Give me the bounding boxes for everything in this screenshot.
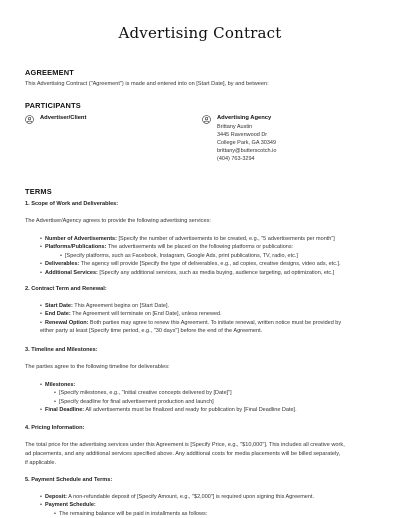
section-3-list <box>40 381 380 415</box>
pricing-line-1: The total price for the advertising services under this Agreement is [Specify Price, e.g., "$10,000"]. This includes all creative work, <box>25 442 345 448</box>
list-item: • [Specify deadline for final advertisement production and launch] <box>54 398 380 406</box>
list-item: • Additional Services: [Specify any additional services, such as media buying, audience targeting, ad optimization, etc.] <box>40 269 380 277</box>
list-item: • Start Date: This Agreement begins on [Start Date]. <box>40 302 385 310</box>
list-item: • Deliverables: The agency will provide [Specify the type of deliverables, e.g., ad copies, creative designs, video ads, etc.]. <box>40 260 380 268</box>
section-3-intro: The parties agree to the following timeline for deliverables: <box>25 364 170 370</box>
section-1-list <box>40 235 380 277</box>
list-item: • The remaining balance will be paid in installments as follows: <box>54 510 380 518</box>
pricing-line-2: ad placements, and any additional services specified above. Any additional costs for media placements will be billed separately, <box>25 451 341 457</box>
person-icon <box>25 115 34 124</box>
list-item: • Payment Schedule: <box>40 501 380 509</box>
list-item: • [Specify milestones, e.g., "Initial creative concepts delivered by [Date]"] <box>54 389 380 397</box>
participants-heading: PARTICIPANTS <box>25 101 81 110</box>
section-5-title: 5. Payment Schedule and Terms: <box>25 477 113 483</box>
list-item: • Deposit: A non-refundable deposit of [Specify Amount, e.g., "$2,000"] is required upon signing this Agreement. <box>40 493 380 501</box>
section-1-intro: The Advertiser/Agency agrees to provide the following advertising services: <box>25 218 211 224</box>
list-item: • Final Deadline: All advertisements must be finalized and ready for publication by [Final Deadline Date]. <box>40 406 380 414</box>
agency-label: Advertising Agency <box>217 115 272 121</box>
list-item: • Number of Advertisements: [Specify the number of advertisements to be created, e.g., "5 advertisements per month"] <box>40 235 380 243</box>
advertiser-label: Advertiser/Client <box>40 115 87 121</box>
agency-name: Brittany Austin <box>217 124 253 130</box>
list-item: • End Date: The Agreement will terminate on [End Date], unless renewed. <box>40 310 385 318</box>
list-item: • Platforms/Publications: The advertisements will be placed on the following platforms or publications: <box>40 243 380 251</box>
agency-phone: (404) 763-3294 <box>217 156 255 162</box>
pricing-line-3: if applicable. <box>25 460 57 466</box>
section-2-list <box>40 302 385 327</box>
terms-heading: TERMS <box>25 187 52 196</box>
agency-address: 3445 Ravenwood Dr <box>217 132 268 138</box>
agency-city: College Park, GA 30349 <box>217 140 277 146</box>
list-item: • Milestones: <box>40 381 380 389</box>
agreement-heading: AGREEMENT <box>25 68 75 77</box>
renewal-continuation: either party at least [Specify time period, e.g., "30 days"] before the end of the Agreement. <box>40 328 263 334</box>
document-title: Advertising Contract <box>118 24 282 42</box>
agency-email: brittany@butterscotch.io <box>217 148 277 154</box>
list-item: • [Specify platforms, such as Facebook, Instagram, Google Ads, print publications, TV, radio, etc.] <box>60 252 380 260</box>
person-icon <box>202 115 211 124</box>
section-5-list <box>40 493 380 518</box>
section-2-title: 2. Contract Term and Renewal: <box>25 286 107 292</box>
section-1-title: 1. Scope of Work and Deliverables: <box>25 201 119 207</box>
section-4-title: 4. Pricing Information: <box>25 425 85 431</box>
section-3-title: 3. Timeline and Milestones: <box>25 347 98 353</box>
agreement-text: This Advertising Contract ("Agreement") is made and entered into on [Start Date], by and between: <box>25 81 269 87</box>
list-item: • Renewal Option: Both parties may agree to renew this Agreement. To initiate renewal, written notice must be provided by <box>40 319 385 327</box>
